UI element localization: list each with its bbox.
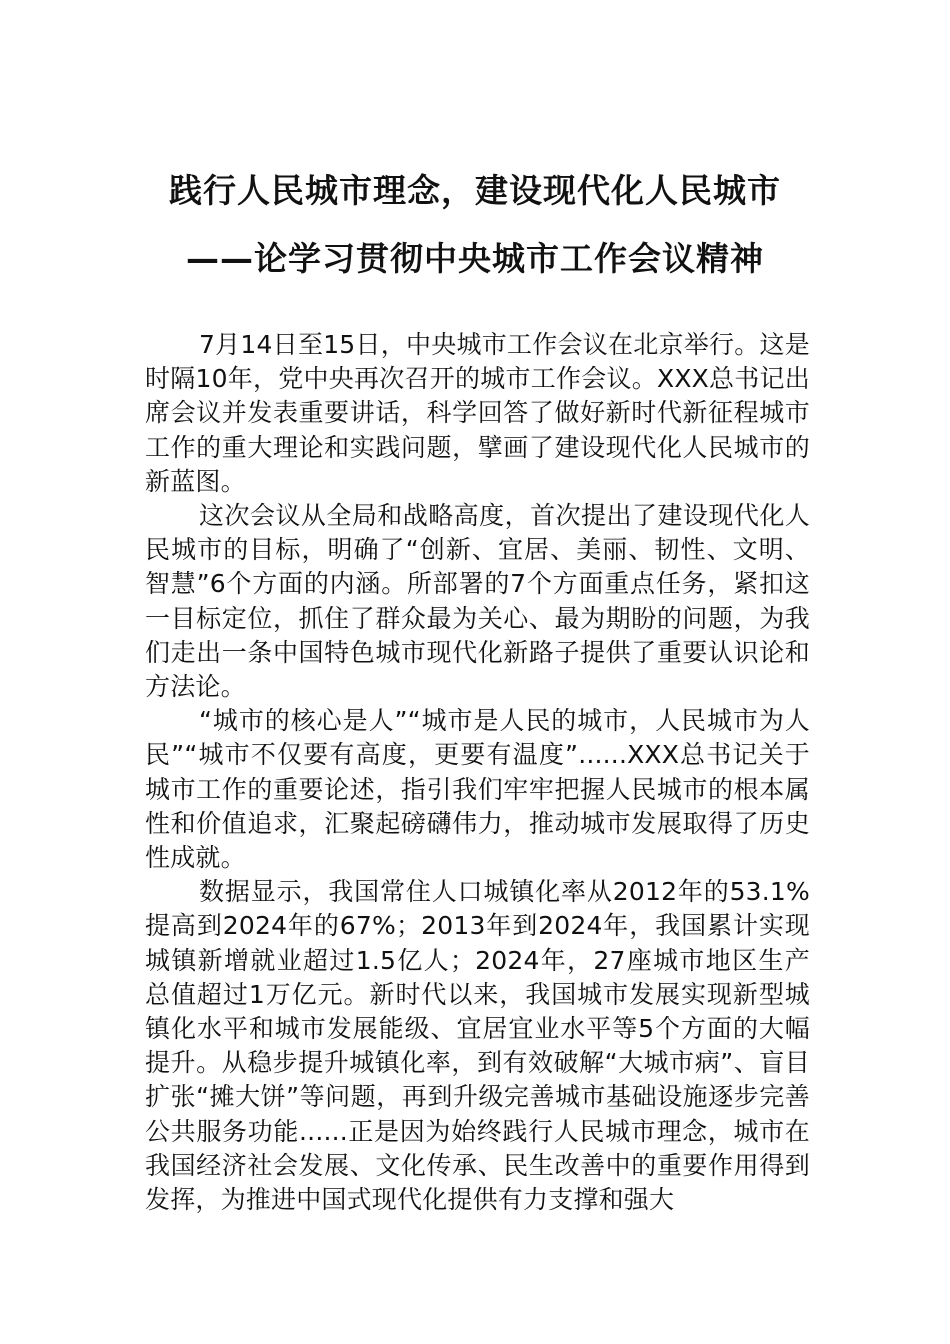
paragraph: 数据显示，我国常住人口城镇化率从2012年的53.1%提高到2024年的67%；2013年到2024年，我国累计实现城镇新增就业超过1.5亿人；2024年，27座城市地区生产总值超过1万亿元。新时代以来，我国城市发展实现新型城镇化水平和城市发展能级、宜居宜业水平等5个方面的大幅提升。从稳步提升城镇化率，到有效破解“大城市病”、盲目扩张“摊大饼”等问题，再到升级完善城市基础设施逐步完善公共服务功能......正是因为始终践行人民城市理念，城市在我国经济社会发展、文化传承、民生改善中的重要作用得到发挥，为推进中国式现代化提供有力支撑和强大 (145, 877, 810, 1215)
document-body (145, 328, 810, 1217)
document-subtitle: ——论学习贯彻中央城市工作会议精神 (186, 239, 764, 278)
document-title: 践行人民城市理念，建设现代化人民城市 (169, 171, 781, 210)
paragraph: 这次会议从全局和战略高度，首次提出了建设现代化人民城市的目标，明确了“创新、宜居、美丽、韧性、文明、智慧”6个方面的内涵。所部署的7个方面重点任务，紧扣这一目标定位，抓住了群众最为关心、最为期盼的问题，为我们走出一条中国特色城市现代化新路子提供了重要认识论和方法论。 (145, 501, 810, 702)
paragraph: 7月14日至15日，中央城市工作会议在北京举行。这是时隔10年，党中央再次召开的城市工作会议。XXX总书记出席会议并发表重要讲话，科学回答了做好新时代新征程城市工作的重大理论和实践问题，擘画了建设现代化人民城市的新蓝图。 (145, 330, 810, 496)
paragraph: “城市的核心是人”“城市是人民的城市，人民城市为人民”“城市不仅要有高度，更要有温度”......XXX总书记关于城市工作的重要论述，指引我们牢牢把握人民城市的根本属性和价值追求，汇聚起磅礴伟力，推动城市发展取得了历史性成就。 (145, 706, 810, 873)
